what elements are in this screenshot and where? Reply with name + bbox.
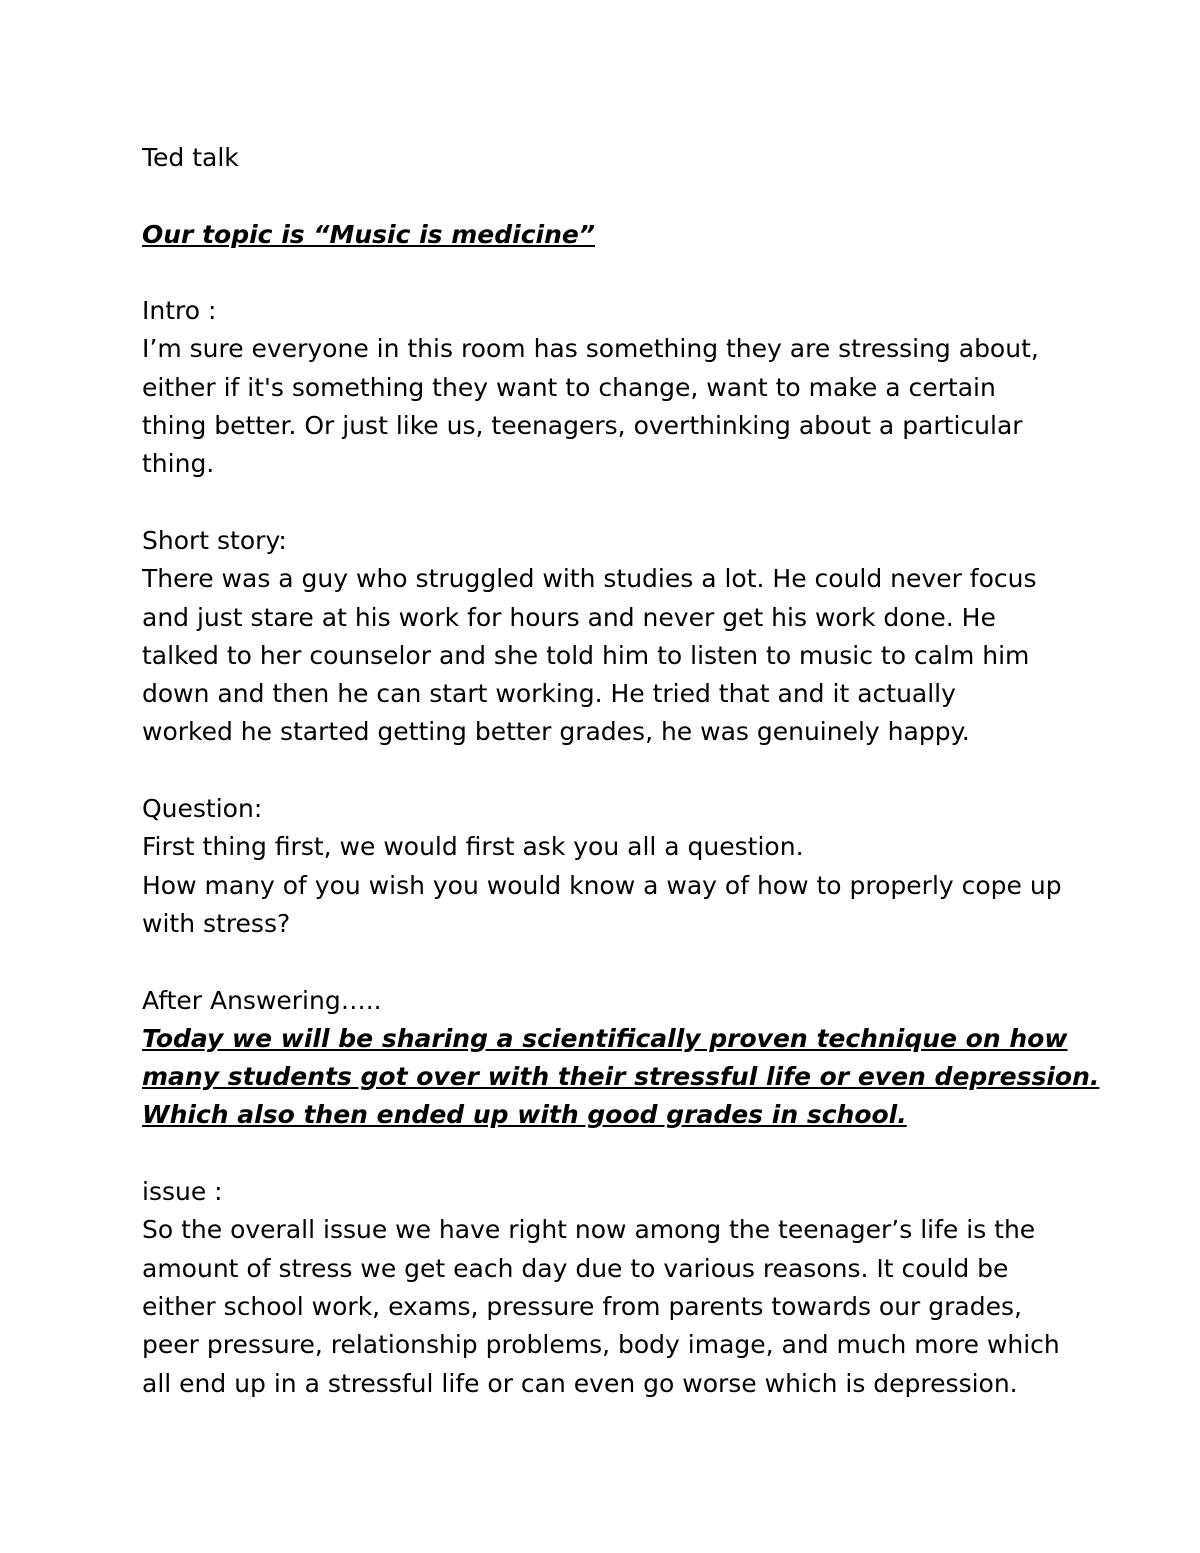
issue-paragraph	[142, 1211, 1072, 1402]
paragraph-line: either school work, exams, pressure from parents towards our grades,	[142, 1291, 1022, 1321]
after-answering-heading: After Answering…..	[142, 985, 382, 1015]
document-title: Ted talk	[142, 143, 239, 172]
spacer	[142, 752, 1072, 790]
paragraph-line: First thing first, we would first ask you all a question.	[142, 832, 804, 862]
paragraph-line: I’m sure everyone in this room has something they are stressing about,	[142, 334, 1039, 364]
paragraph-line: There was a guy who struggled with studies a lot. He could never focus	[142, 564, 1037, 594]
intro-paragraph	[142, 330, 1072, 483]
question-paragraph	[142, 828, 1072, 943]
emphasis-line: many students got over with their stressful life or even depression.	[142, 1062, 1100, 1092]
story-heading: Short story:	[142, 525, 287, 555]
paragraph-line: peer pressure, relationship problems, body image, and much more which	[142, 1330, 1060, 1360]
spacer	[142, 1135, 1072, 1173]
paragraph-line: How many of you wish you would know a way of how to properly cope up	[142, 870, 1062, 900]
spacer	[142, 943, 1072, 981]
paragraph-line: either if it's something they want to change, want to make a certain	[142, 372, 996, 402]
topic-heading: Our topic is “Music is medicine”	[142, 219, 595, 249]
emphasis-line: Today we will be sharing a scientifically proven technique on how	[142, 1023, 1068, 1053]
paragraph-line: So the overall issue we have right now among the teenager’s life is the	[142, 1215, 1036, 1245]
paragraph-line: all end up in a stressful life or can even go worse which is depression.	[142, 1368, 1018, 1398]
paragraph-line: down and then he can start working. He tried that and it actually	[142, 679, 956, 709]
paragraph-line: thing better. Or just like us, teenagers, overthinking about a particular	[142, 411, 1023, 441]
intro-heading: Intro :	[142, 296, 217, 326]
paragraph-line: talked to her counselor and she told him to listen to music to calm him	[142, 640, 1030, 670]
after-answering-paragraph	[142, 1020, 1100, 1135]
question-heading: Question:	[142, 794, 263, 824]
spacer	[142, 177, 1072, 215]
emphasis-line: Which also then ended up with good grades in school.	[142, 1100, 907, 1130]
spacer	[142, 484, 1072, 522]
paragraph-line: amount of stress we get each day due to various reasons. It could be	[142, 1253, 1009, 1283]
paragraph-line: with stress?	[142, 908, 291, 938]
story-paragraph	[142, 560, 1072, 751]
paragraph-line: thing.	[142, 449, 215, 479]
issue-heading: issue :	[142, 1177, 223, 1207]
paragraph-line: and just stare at his work for hours and never get his work done. He	[142, 602, 996, 632]
spacer	[142, 254, 1072, 292]
document-body	[142, 139, 1100, 1403]
paragraph-line: worked he started getting better grades, he was genuinely happy.	[142, 717, 970, 747]
